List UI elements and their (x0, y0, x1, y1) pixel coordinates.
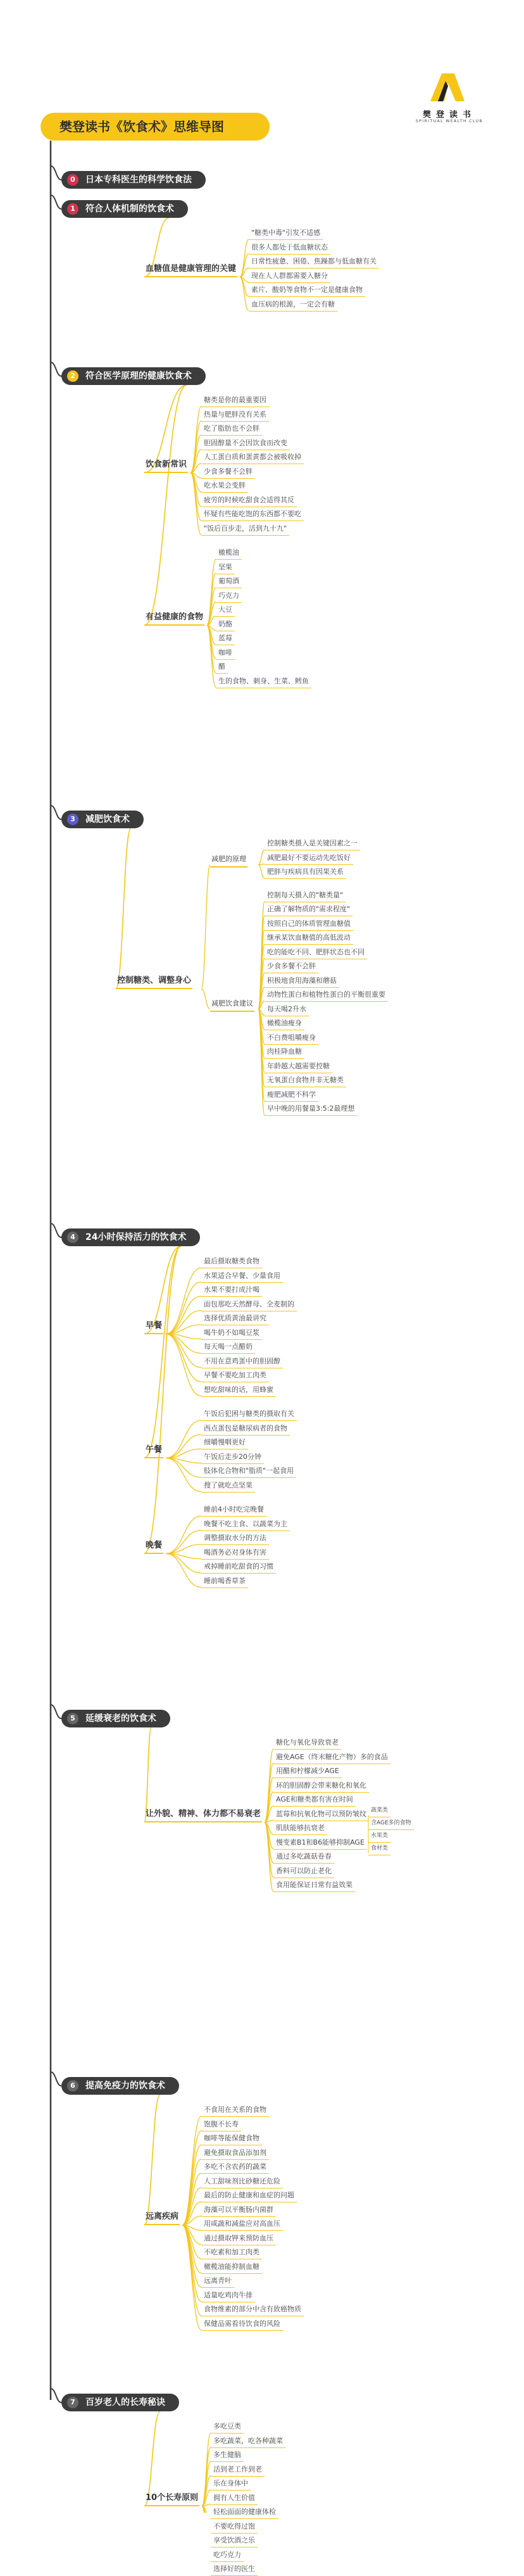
section-node (61, 1710, 170, 1727)
leaf-item: 很多人都处于低血糖状态 (249, 243, 330, 255)
leaf-item: 最后的防止健康和血症的问题 (201, 2190, 297, 2202)
section-number-badge: 6 (67, 2080, 78, 2092)
leaf-item: 水果不要打成汁喝 (201, 1285, 262, 1297)
leaf-item: 糖化与氧化导致衰老 (273, 1738, 341, 1750)
leaf-item: 多生健脑 (211, 2450, 244, 2462)
brand-logo (399, 71, 500, 128)
branch-label: 控制糖类、调整身心 (116, 975, 192, 989)
section-title: 日本专科医生的科学饮食法 (85, 175, 192, 185)
leaf-item: 饱腹不长寿 (201, 2119, 241, 2131)
leaf-item: 巧克力 (216, 591, 242, 603)
leaf-item: 保健品需看待饮食的风险 (201, 2319, 283, 2331)
leaf-item: 奶酪 (216, 619, 235, 631)
leaf-subitem: 食材类 (368, 1843, 390, 1855)
leaf-item: 拥有人生价值 (211, 2493, 258, 2505)
leaf-item: 喝牛奶不如喝豆浆 (201, 1328, 262, 1340)
branch-label: 有益健康的食物 (144, 612, 204, 626)
section-number-badge: 2 (67, 370, 78, 382)
leaf-item: 西点蛋包是糖尿病者的食物 (201, 1424, 290, 1436)
leaf-item: 选择好的医生 (211, 2564, 258, 2576)
leaf-item: 适量吃鸡肉牛排 (201, 2290, 255, 2302)
branch-label: 晚餐 (144, 1540, 163, 1554)
section-title: 延缓衰老的饮食术 (85, 1714, 156, 1724)
leaf-item: 吃水果会变胖 (201, 481, 248, 493)
leaf-item: 不食用在关系的食物 (201, 2105, 269, 2117)
leaf-item: 胆固醇量不会因饮食而改变 (201, 438, 290, 450)
leaf-item: 香料可以防止老化 (273, 1866, 334, 1878)
leaf-item: 不白费咀嚼瘦身 (265, 1033, 318, 1045)
leaf-item: 人工甜味剂比砂糖还危险 (201, 2176, 283, 2188)
leaf-item: 吃巧克力 (211, 2550, 244, 2562)
leaf-item: 橄榄油瘦身 (265, 1018, 304, 1030)
leaf-item: 动物性蛋白和植物性蛋白的平衡很重要 (265, 990, 388, 1002)
leaf-item: 避免摄取食品添加剂 (201, 2148, 269, 2160)
leaf-item: 不要吃得过饱 (211, 2522, 258, 2534)
leaf-item: 咖啡 (216, 648, 235, 660)
section-number-badge: 4 (67, 1232, 78, 1243)
leaf-item: 橄榄油 (216, 548, 242, 560)
sub-branch-label: 减肥饮食建议 (210, 998, 254, 1012)
branch-label: 让外貌、精神、体力都不易衰老 (144, 1809, 262, 1822)
leaf-item: 午饭后走步20分钟 (201, 1452, 264, 1464)
leaf-item: 吃的能吃不同、肥胖状态也不同 (265, 947, 367, 959)
leaf-item: 每天喝2升水 (265, 1004, 309, 1016)
section-number-badge: 3 (67, 814, 78, 825)
leaf-item: 活到老工作到老 (211, 2465, 265, 2477)
leaf-item: 最后摄取糖类食物 (201, 1256, 262, 1268)
leaf-item: 瘦肥减肥不科学 (265, 1090, 318, 1102)
section-number-badge: 0 (67, 174, 78, 186)
leaf-item: 调整摄取水分的方法 (201, 1533, 269, 1545)
page-title: 樊登读书《饮食术》思维导图 (41, 113, 270, 141)
leaf-item: 蓝莓和抗氧化物可以预防皱纹 (273, 1809, 369, 1821)
leaf-item: 通过摄取钾来预防血压 (201, 2233, 276, 2245)
leaf-item: 积极地食用海藻和蘑菇 (265, 976, 339, 988)
leaf-item: 素片、酸奶等食物不一定是健康食物 (249, 285, 365, 297)
leaf-item: 搜了就吃点坚果 (201, 1481, 255, 1493)
leaf-item: 少食多餐不会胖 (265, 961, 318, 973)
leaf-item: 细嚼慢咽更好 (201, 1437, 248, 1449)
section-node (61, 367, 206, 385)
leaf-item: 选择优质黄油最讲究 (201, 1313, 269, 1325)
leaf-item: 慢变素B1和B6能够抑制AGE (273, 1838, 367, 1850)
leaf-item: 睡前4小时吃完晚餐 (201, 1505, 266, 1517)
branch-label: 血糖值是健康管理的关键 (144, 263, 237, 277)
sub-branch-label: 减肥的原理 (210, 854, 247, 868)
leaf-item: 少食多餐不会胖 (201, 467, 255, 479)
logo-mark-icon (429, 71, 466, 103)
leaf-item: 环的胆固醇会带来糖化和氧化 (273, 1781, 369, 1793)
leaf-item: 生的食物、刺身、生菜、鳕鱼 (216, 676, 311, 688)
leaf-item: 喝酒务必对身体有害 (201, 1548, 269, 1560)
logo-name-cn: 樊登读书 (422, 110, 476, 120)
leaf-item: 睡前喝香草茶 (201, 1576, 248, 1588)
leaf-item: 血压病的根源，一定会有糖 (249, 300, 337, 312)
leaf-item: 早餐不要吃加工肉类 (201, 1370, 269, 1382)
section-node (61, 2394, 179, 2411)
leaf-item: "糖类中毒"引发不适感 (249, 228, 323, 240)
leaf-item: 咖啡等能保健食物 (201, 2133, 262, 2145)
leaf-item: AGE和糖类都有害在时间 (273, 1795, 356, 1807)
leaf-subitem: 蔬菜类 (368, 1805, 390, 1817)
leaf-item: 减肥最好不要运动先吃饭好 (265, 853, 353, 865)
leaf-item: 多吃不含农药的蔬菜 (201, 2162, 269, 2174)
leaf-item: 食物维素的部分中含有致癌物质 (201, 2304, 304, 2316)
leaf-item: 海藻可以平衡肠内菌群 (201, 2205, 276, 2217)
leaf-item: 避免AGE（终末糖化产物）多的食品 (273, 1752, 390, 1764)
leaf-item: 戒掉睡前吃甜食的习惯 (201, 1562, 276, 1574)
leaf-item: 控制糖类摄入是关键因素之一 (265, 838, 360, 850)
section-title: 符合人体机制的饮食术 (85, 204, 174, 214)
section-number-badge: 1 (67, 203, 78, 215)
leaf-item: 正确了解物质的"需求程度" (265, 904, 352, 916)
leaf-item: 日常性疲惫、困倦、焦躁都与低血糖有关 (249, 256, 379, 268)
leaf-item: 晚餐不吃主食、以蔬菜为主 (201, 1519, 290, 1531)
leaf-item: 食用能保证日常有益效果 (273, 1880, 355, 1892)
leaf-item: 用醋和柠檬减少AGE (273, 1766, 342, 1778)
leaf-item: 蓝莓 (216, 633, 235, 645)
logo-name-en: SPIRITUAL WEALTH CLUB (415, 119, 483, 123)
leaf-item: 肥胖与疾病具有因果关系 (265, 867, 346, 879)
leaf-item: 糖类是你的最重要因 (201, 395, 269, 407)
leaf-item: 热量与肥胖没有关系 (201, 410, 269, 422)
leaf-item: 通过多吃蔬菇卷春 (273, 1852, 334, 1864)
leaf-item: 肢体化合物和"脂质"一起食用 (201, 1466, 296, 1478)
leaf-item: 按照自己的体质管理血糖值 (265, 919, 353, 931)
leaf-item: 多吃蔬菜，吃各种蔬菜 (211, 2436, 285, 2448)
leaf-item: 午饭后犯困与糖类的摄取有关 (201, 1409, 297, 1421)
leaf-item: 现在人人群都需要入糖分 (249, 271, 330, 283)
section-node (61, 2077, 179, 2095)
leaf-item: 肉桂降血糖 (265, 1047, 304, 1059)
leaf-item: 轻松面面的健康体检 (211, 2507, 278, 2519)
leaf-item: 人工蛋白质和蛋黄都会被吸收掉 (201, 452, 304, 464)
section-node (61, 1228, 200, 1246)
leaf-item: "饭后百步走，活到九十九" (201, 524, 289, 536)
leaf-item: 享受饮酒之乐 (211, 2535, 258, 2548)
leaf-item: 远离青叶 (201, 2276, 234, 2288)
leaf-item: 早中晚的用餐量3:5:2最理想 (265, 1104, 357, 1116)
leaf-subitem: 水果类 (368, 1831, 390, 1843)
leaf-item: 继承某饮血糖值的高低波动 (265, 933, 353, 945)
section-title: 百岁老人的长寿秘诀 (85, 2397, 165, 2408)
leaf-item: 多吃豆类 (211, 2421, 244, 2434)
leaf-item: 葡萄酒 (216, 576, 242, 588)
leaf-item: 怀疑有些能吃饱的东西都不要吃 (201, 509, 304, 521)
section-node (61, 811, 144, 828)
leaf-item: 吃了脂肪也不会胖 (201, 424, 262, 436)
leaf-item: 大豆 (216, 605, 235, 617)
branch-label: 10个长寿原则 (144, 2492, 199, 2506)
leaf-item: 不吃素和加工肉类 (201, 2247, 262, 2259)
section-number-badge: 7 (67, 2397, 78, 2408)
leaf-item: 用咸蔬和减盐应对高血压 (201, 2219, 283, 2231)
section-node (61, 200, 188, 218)
leaf-item: 不用在意鸡蛋中的胆固醇 (201, 1356, 283, 1368)
section-title: 符合医学原理的健康饮食术 (85, 371, 192, 381)
leaf-item: 年龄越大越需要控糖 (265, 1061, 332, 1073)
leaf-item: 水果适合早餐、少量食用 (201, 1271, 283, 1283)
leaf-item: 醋 (216, 662, 228, 674)
leaf-item: 每天喝一点醋奶 (201, 1342, 255, 1354)
branch-label: 午餐 (144, 1444, 163, 1458)
leaf-subitem: 含AGE多的食物 (368, 1818, 414, 1830)
leaf-item: 坚果 (216, 562, 235, 574)
section-number-badge: 5 (67, 1713, 78, 1724)
leaf-item: 肌肤能够抗衰老 (273, 1823, 327, 1835)
leaf-item: 无氧蛋白食物并非无糖类 (265, 1075, 346, 1087)
leaf-item: 想吃甜味的话，用蜂蜜 (201, 1385, 276, 1397)
branch-label: 饮食新常识 (144, 459, 188, 473)
section-node (61, 171, 206, 189)
leaf-item: 橄榄油能抑制血糖 (201, 2262, 262, 2274)
section-title: 提高免疫力的饮食术 (85, 2081, 165, 2091)
leaf-item: 乐在身体中 (211, 2478, 251, 2491)
leaf-item: 控制每天摄入的"糖类量" (265, 890, 346, 902)
branch-label: 早餐 (144, 1320, 163, 1334)
leaf-item: 面包那吃天然酵母、全麦制的 (201, 1299, 297, 1311)
section-title: 24小时保持活力的饮食术 (85, 1232, 187, 1242)
branch-label: 远离疾病 (144, 2211, 180, 2225)
leaf-item: 疲劳的时候吃甜食会适得其反 (201, 495, 297, 507)
section-title: 减肥饮食术 (85, 814, 130, 824)
